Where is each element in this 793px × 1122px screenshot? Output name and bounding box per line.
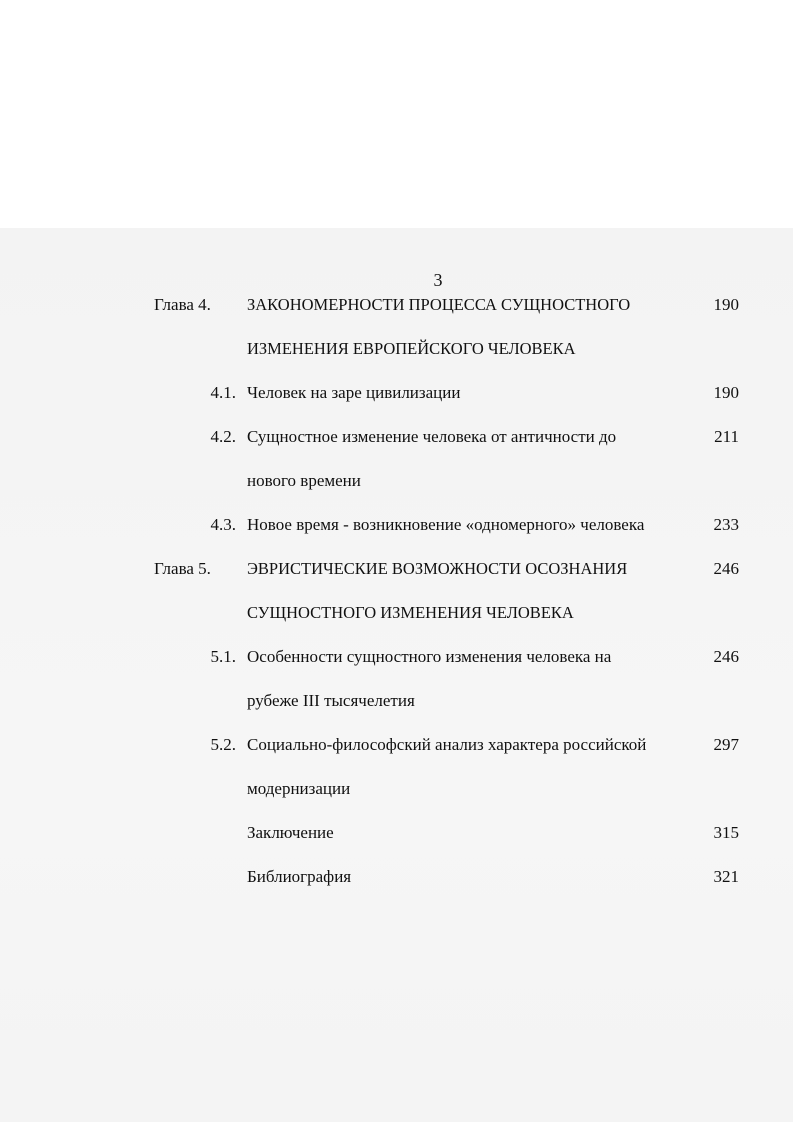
page-ref: 246 — [713, 647, 739, 666]
section-title: Заключение — [247, 823, 334, 842]
section-title: нового времени — [247, 471, 361, 490]
toc-section-5-1-continued — [0, 679, 793, 723]
section-number: 4.3. — [210, 515, 236, 534]
section-title: модернизации — [247, 779, 351, 798]
toc-chapter-5 — [0, 547, 793, 591]
section-title: Сущностное изменение человека от античности до — [247, 427, 617, 446]
toc-section-5-2 — [0, 723, 793, 767]
chapter-title-line: ЗАКОНОМЕРНОСТИ ПРОЦЕССА СУЩНОСТНОГО — [247, 295, 631, 314]
toc-section-4-2-continued — [0, 459, 793, 503]
section-title: Библиография — [247, 867, 352, 886]
chapter-label: Глава 5. — [154, 559, 211, 578]
page-ref: 190 — [713, 295, 739, 314]
toc-section-4-2 — [0, 415, 793, 459]
page-number: 3 — [433, 270, 443, 290]
section-title: Человек на заре цивилизации — [247, 383, 461, 402]
toc-section-5-1 — [0, 635, 793, 679]
page-ref: 190 — [713, 383, 739, 402]
page-ref: 297 — [713, 735, 739, 754]
chapter-title-line: СУЩНОСТНОГО ИЗМЕНЕНИЯ ЧЕЛОВЕКА — [247, 603, 574, 622]
table-of-contents — [0, 283, 793, 899]
section-title: Особенности сущностного изменения человека на — [247, 647, 612, 666]
section-number: 4.1. — [210, 383, 236, 402]
section-title: Социально-философский анализ характера российской — [247, 735, 647, 754]
section-title: рубеже III тысячелетия — [247, 691, 415, 710]
section-number: 5.2. — [210, 735, 236, 754]
page-ref: 246 — [713, 559, 739, 578]
chapter-title-line: ИЗМЕНЕНИЯ ЕВРОПЕЙСКОГО ЧЕЛОВЕКА — [247, 339, 576, 358]
toc-bibliography — [0, 855, 793, 899]
section-title: Новое время - возникновение «одномерного» человека — [247, 515, 645, 534]
toc-chapter-4-continued — [0, 327, 793, 371]
page-ref: 211 — [714, 427, 739, 446]
toc-section-5-2-continued — [0, 767, 793, 811]
section-number: 5.1. — [210, 647, 236, 666]
page-ref: 233 — [713, 515, 739, 534]
chapter-title-line: ЭВРИСТИЧЕСКИЕ ВОЗМОЖНОСТИ ОСОЗНАНИЯ — [247, 559, 628, 578]
toc-chapter-5-continued — [0, 591, 793, 635]
toc-chapter-4 — [0, 283, 793, 327]
page-ref: 321 — [713, 867, 739, 886]
section-number: 4.2. — [210, 427, 236, 446]
toc-section-4-3 — [0, 503, 793, 547]
chapter-label: Глава 4. — [154, 295, 211, 314]
toc-section-4-1 — [0, 371, 793, 415]
toc-conclusion — [0, 811, 793, 855]
page-ref: 315 — [713, 823, 739, 842]
